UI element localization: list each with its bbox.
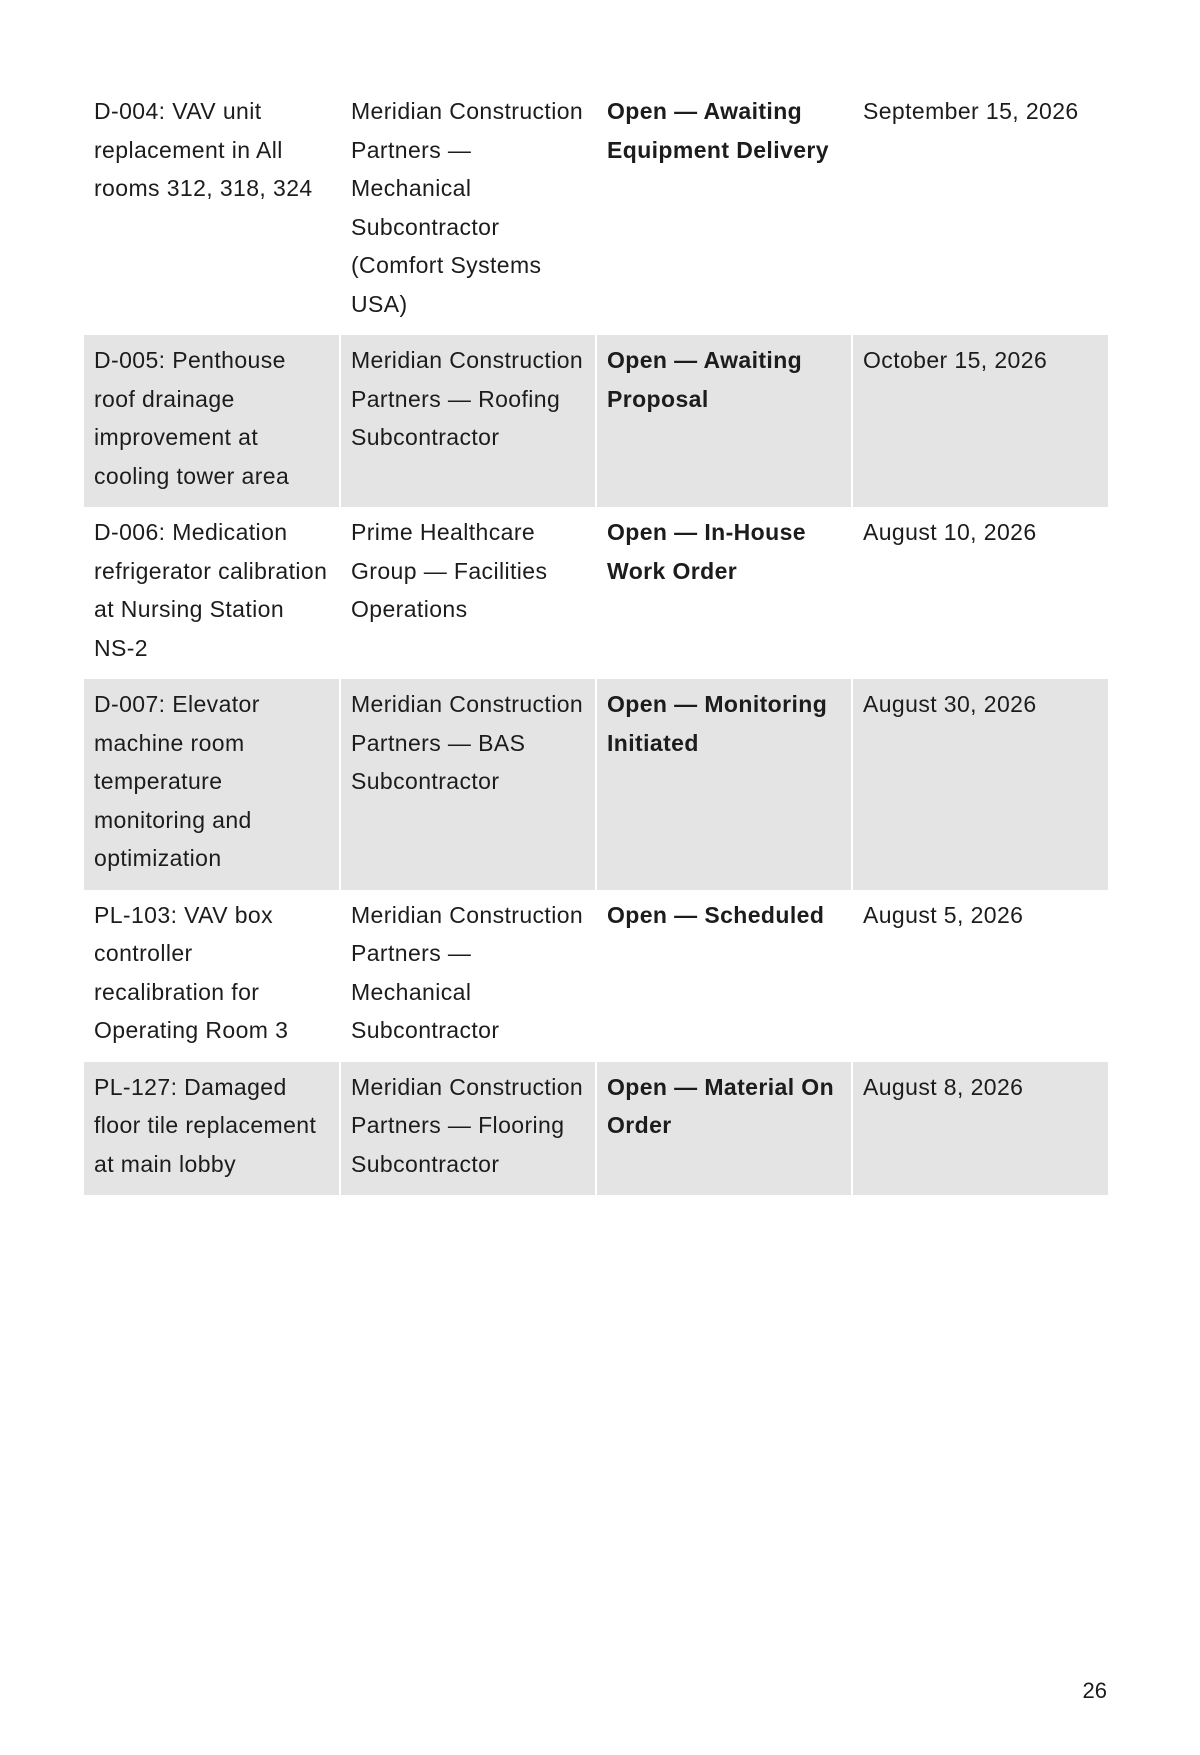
target-date-cell: October 15, 2026 (852, 335, 1108, 507)
status-cell: Open — Material On Order (596, 1062, 852, 1196)
item-description-cell: PL-103: VAV box controller recalibration for Operating Room 3 (84, 890, 340, 1062)
open-items-table-body (84, 86, 1108, 1195)
status-cell: Open — Awaiting Proposal (596, 335, 852, 507)
table-row (84, 679, 1108, 890)
status-cell: Open — Scheduled (596, 890, 852, 1062)
target-date-cell: August 8, 2026 (852, 1062, 1108, 1196)
responsible-party-cell: Prime Healthcare Group — Facilities Operations (340, 507, 596, 679)
status-cell: Open — In-House Work Order (596, 507, 852, 679)
table-row (84, 335, 1108, 507)
item-description-cell: D-007: Elevator machine room temperature monitoring and optimization (84, 679, 340, 890)
table-row (84, 890, 1108, 1062)
target-date-cell: September 15, 2026 (863, 98, 1079, 124)
status-cell: Open — Monitoring Initiated (596, 679, 852, 890)
target-date-cell: August 5, 2026 (863, 901, 1024, 928)
responsible-party-cell: Meridian Construction Partners — Roofing Subcontractor (340, 335, 596, 507)
table-row (84, 507, 1108, 679)
responsible-party-cell: Meridian Construction Partners — Mechanical Subcontractor (Comfort Systems USA) (340, 86, 596, 335)
responsible-party-cell: Meridian Construction Partners — BAS Subcontractor (340, 679, 596, 890)
item-description-cell: D-005: Penthouse roof drainage improvement at cooling tower area (84, 335, 340, 507)
item-description-cell: D-004: VAV unit replacement in All rooms 312, 318, 324 (84, 86, 340, 335)
item-description-cell: D-006: Medication refrigerator calibration at Nursing Station NS-2 (84, 507, 340, 679)
status-cell: Open — Awaiting Equipment Delivery (596, 86, 852, 335)
open-items-table (84, 86, 1108, 1195)
responsible-party-cell: Meridian Construction Partners — Flooring Subcontractor (340, 1062, 596, 1196)
page-number: 26 (1082, 1678, 1107, 1703)
responsible-party-cell: Meridian Construction Partners — Mechanical Subcontractor (340, 890, 596, 1062)
table-row (84, 86, 1108, 335)
target-date-cell: August 10, 2026 (863, 519, 1037, 545)
table-row (84, 1062, 1108, 1196)
item-description-cell: PL-127: Damaged floor tile replacement at main lobby (84, 1062, 340, 1196)
target-date-cell: August 30, 2026 (852, 679, 1108, 890)
